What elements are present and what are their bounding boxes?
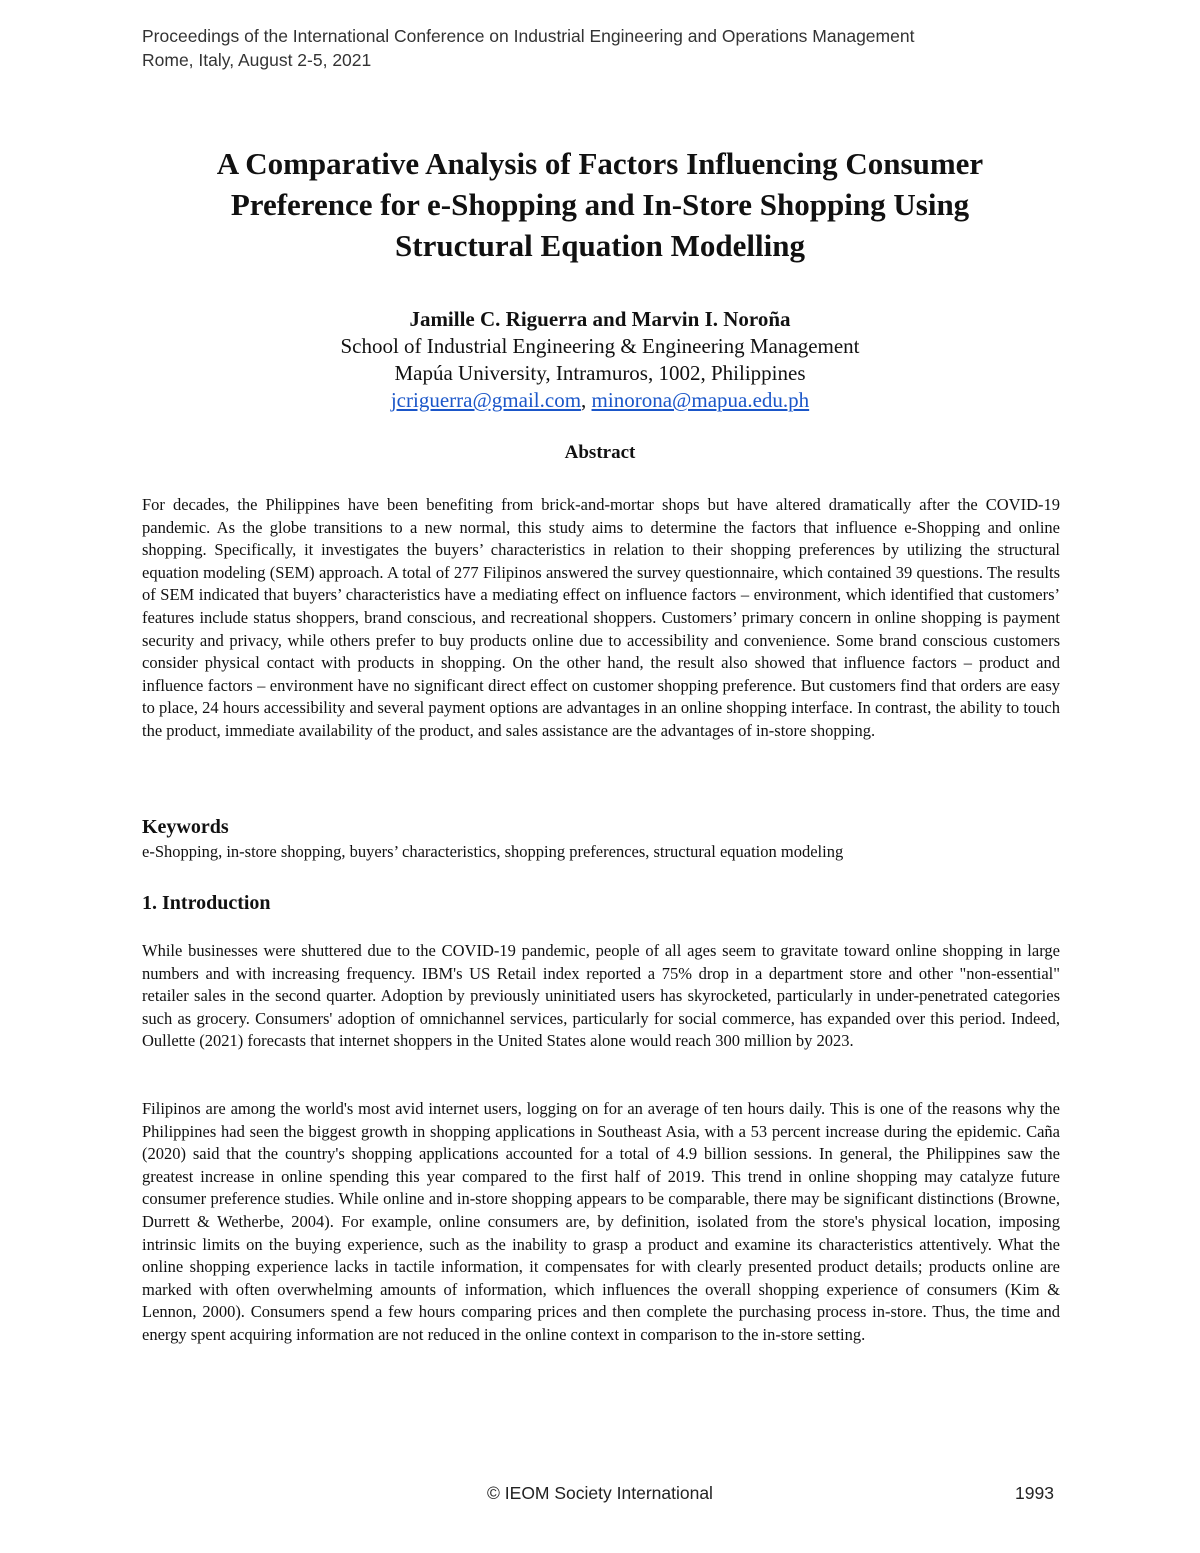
affiliation-university: Mapúa University, Intramuros, 1002, Philippines <box>394 361 806 385</box>
title-line: Preference for e-Shopping and In-Store Shopping Using <box>230 187 970 222</box>
abstract-text: For decades, the Philippines have been benefiting from brick-and-mortar shops but have altered dramatically after the COVID-19 pandemic. As the globe transitions to a new normal, this study aims to determine the factors that influence e-Shopping and online shopping. Specifically, it investigates the buyers’ characteristics in relation to their shopping preferences by utilizing the structural equation modeling (SEM) approach. A total of 277 Filipinos answered the survey questionnaire, which contained 39 questions. The results of SEM indicated that buyers’ characteristics have a mediating effect on influence factors – environment, which identified that customers’ features include status shoppers, brand conscious, and recreational shoppers. Customers’ primary concern in online shopping is payment security and privacy, while others prefer to buy products online due to accessibility and convenience. Some brand conscious customers consider physical contact with products in shopping. On the other hand, the result also showed that influence factors – product and influence factors – environment have no significant direct effect on customer shopping preference. But customers find that orders are easy to place, 24 hours accessibility and several payment options are advantages in an online shopping interface. In contrast, the ability to touch the product, immediate availability of the product, and sales assistance are the advantages of in-store shopping. <box>142 495 1060 740</box>
title-line: A Comparative Analysis of Factors Influencing Consumer <box>216 146 984 181</box>
email-link-riguerra[interactable]: jcriguerra@gmail.com <box>390 388 582 412</box>
conference-name: Proceedings of the International Conference on Industrial Engineering and Operations Management <box>142 26 915 46</box>
author-emails <box>100 387 1100 414</box>
conference-location-date: Rome, Italy, August 2-5, 2021 <box>142 50 372 70</box>
abstract-heading: Abstract <box>564 442 636 463</box>
page-number: 1993 <box>1015 1483 1054 1503</box>
affiliation-school: School of Industrial Engineering & Engineering Management <box>340 334 860 358</box>
keywords-heading: Keywords <box>142 816 229 838</box>
footer-copyright: © IEOM Society International <box>487 1483 713 1503</box>
keywords-text: e-Shopping, in-store shopping, buyers’ characteristics, shopping preferences, structural equation modeling <box>142 842 844 861</box>
introduction-heading: 1. Introduction <box>142 892 271 914</box>
running-header <box>142 24 914 72</box>
email-link-norona[interactable]: minorona@mapua.edu.ph <box>591 388 810 412</box>
author-block <box>100 306 1100 414</box>
title-line: Structural Equation Modelling <box>395 228 805 263</box>
paper-title <box>120 143 1080 266</box>
introduction-paragraph-1: While businesses were shuttered due to the COVID-19 pandemic, people of all ages seem to gravitate toward online shopping in large numbers and with increasing frequency. IBM's US Retail index reported a 75% drop in a department store and other "non-essential" retailer sales in the second quarter. Adoption by previously uninitiated users has skyrocketed, particularly in under-penetrated categories such as grocery. Consumers' adoption of omnichannel services, particularly for social commerce, has expanded over this period. Indeed, Oullette (2021) forecasts that internet shoppers in the United States alone would reach 300 million by 2023. <box>142 941 1060 1051</box>
introduction-paragraph-2: Filipinos are among the world's most avid internet users, logging on for an average of ten hours daily. This is one of the reasons why the Philippines had seen the biggest growth in shopping applications in Southeast Asia, with a 53 percent increase during the epidemic. Caña (2020) said that the country's shopping applications accounted for a total of 4.9 billion sessions. In general, the Philippines saw the greatest increase in online spending this year compared to the first half of 2019. This trend in online shopping may catalyze future consumer preference studies. While online and in-store shopping appears to be comparable, there may be significant distinctions (Browne, Durrett & Wetherbe, 2004). For example, online consumers are, by definition, isolated from the store's physical location, imposing intrinsic limits on the buying experience, such as the inability to grasp a product and examine its characteristics attentively. What the online shopping experience lacks in tactile information, it compensates for with clearly presented product details; products online are marked with often overwhelming amounts of information, which influences the overall shopping experience of consumers (Kim & Lennon, 2000). Consumers spend a few hours comparing prices and then complete the purchasing process in-store. Thus, the time and energy spent acquiring information are not reduced in the online context in comparison to the in-store setting. <box>142 1099 1060 1344</box>
email-separator: , <box>581 388 592 412</box>
author-names: Jamille C. Riguerra and Marvin I. Noroña <box>409 307 791 331</box>
